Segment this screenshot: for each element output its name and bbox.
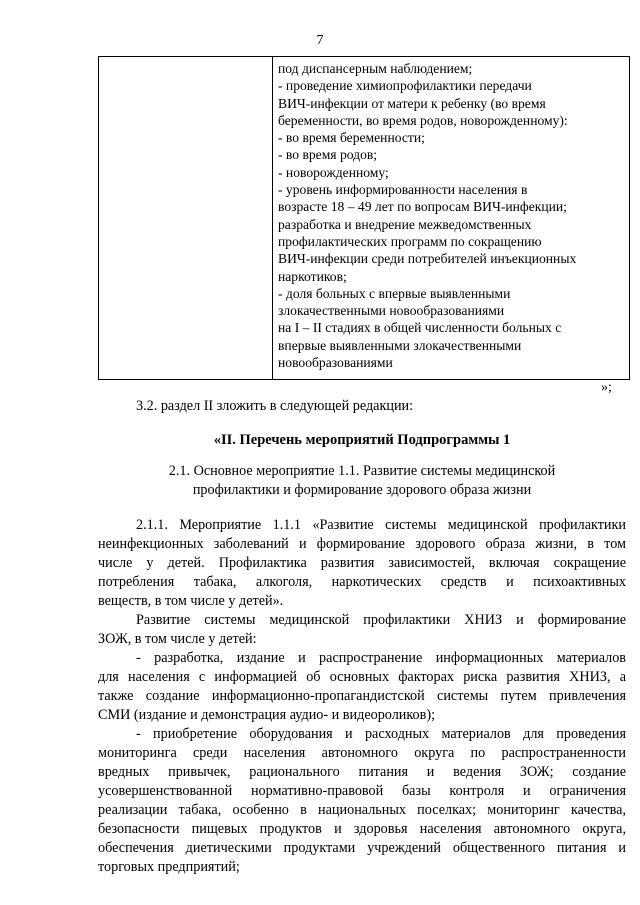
paragraph-line: реализации табака, особенно в национальных поселках; мониторинг качества, — [98, 802, 626, 818]
paragraph-line: обеспечения диетическими продуктами учреждений общественного питания и — [98, 840, 626, 856]
paragraph-line: усовершенствованной нормативно-правовой базы контроля и ограничения — [98, 783, 626, 799]
table-cell-line: - во время родов; — [278, 147, 378, 163]
subsection-title-line: 2.1. Основное мероприятие 1.1. Развитие системы медицинской — [168, 463, 556, 479]
paragraph-line: - приобретение оборудования и расходных материалов для проведения — [136, 726, 626, 742]
table-cell-line: - уровень информированности населения в — [278, 182, 528, 198]
item-3-2: 3.2. раздел II зложить в следующей редакции: — [136, 398, 414, 414]
paragraph-line: для населения с информацией об основных факторах риска развития ХНИЗ, а — [98, 669, 626, 685]
paragraph-line: потребления табака, алкоголя, наркотических средств и психоактивных — [98, 574, 626, 590]
paragraph-line: - разработка, издание и распространение информационных материалов — [136, 650, 626, 666]
closing-quote: »; — [601, 380, 612, 395]
paragraph-line: безопасности пищевых продуктов и здоровья населения автономного округа, — [98, 821, 626, 837]
paragraph-line: вредных привычек, рационального питания и ведения ЗОЖ; создание — [98, 764, 626, 780]
table-cell-line: злокачественными новообразованиями — [278, 303, 505, 319]
table-cell-line: наркотиков; — [278, 268, 347, 284]
paragraph-line: Развитие системы медицинской профилактики ХНИЗ и формирование — [136, 612, 626, 628]
table-column-divider — [272, 56, 273, 379]
table-cell-line: беременности, во время родов, новорожденному): — [278, 112, 568, 128]
table-right-cell — [278, 60, 628, 371]
page-number: 7 — [316, 33, 324, 48]
paragraph-line: 2.1.1. Мероприятие 1.1.1 «Развитие системы медицинской профилактики — [136, 517, 626, 533]
table-cell-line: новообразованиями — [278, 355, 393, 371]
table-cell-line: возрасте 18 – 49 лет по вопросам ВИЧ-инфекции; — [278, 199, 567, 215]
table-cell-line: - доля больных с впервые выявленными — [278, 285, 511, 301]
paragraph-line: торговых предприятий; — [98, 859, 240, 875]
paragraph-line: СМИ (издание и демонстрация аудио- и видеороликов); — [98, 707, 436, 723]
table-cell-line: под диспансерным наблюдением; — [278, 61, 473, 76]
section-heading: «II. Перечень мероприятий Подпрограммы 1 — [213, 432, 511, 448]
paragraph-line: также создание информационно-пропагандистской системы путем привлечения — [98, 688, 626, 704]
table-cell-line: на I – II стадиях в общей численности больных с — [278, 320, 562, 336]
paragraph-line: мониторинга среди населения автономного округа по распространенности — [98, 745, 626, 761]
paragraph-line: ЗОЖ, в том числе у детей: — [98, 631, 257, 647]
paragraph-line: числе у детей. Профилактика развития зависимостей, включая сокращение — [98, 555, 626, 571]
paragraph-line: неинфекционных заболеваний и формирование здорового образа жизни, в том — [98, 536, 626, 552]
table-cell-line: - новорожденному; — [278, 164, 389, 180]
table-cell-line: профилактических программ по сокращению — [278, 233, 542, 249]
paragraph-line: веществ, в том числе у детей». — [98, 593, 284, 609]
table-cell-line: - проведение химиопрофилактики передачи — [278, 78, 532, 94]
table-cell-line: - во время беременности; — [278, 130, 425, 146]
table-cell-line: ВИЧ-инфекции от матери к ребенку (во время — [278, 95, 546, 111]
subsection-title-line: профилактики и формирование здорового образа жизни — [192, 482, 532, 498]
table-cell-line: разработка и внедрение межведомственных — [278, 216, 532, 232]
table-cell-line: ВИЧ-инфекции среди потребителей инъекционных — [278, 251, 577, 267]
table-cell-line: впервые выявленными злокачественными — [278, 337, 522, 353]
